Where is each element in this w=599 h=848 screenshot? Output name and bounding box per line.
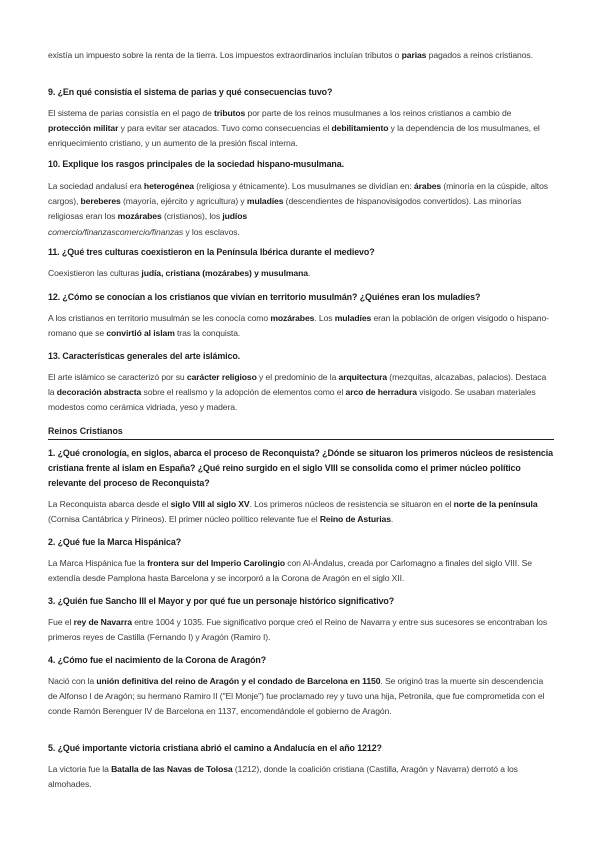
question-11 [48, 245, 554, 260]
answer-10 [48, 179, 554, 240]
bold-term: protección militar [48, 123, 119, 134]
bold-term: rey de Navarra [73, 617, 132, 627]
question-heading: 1. ¿Qué cronología, en siglos, abarca el proceso de Reconquista? ¿Dónde se situaron los primeros núcleos de resistencia cristiana frente al islam en España? ¿Qué reino surgido en el siglo VIII se consolida como el primer núcleo político relevante del proceso de Reconquista? [48, 448, 553, 488]
question-heading: 2. ¿Qué fue la Marca Hispánica? [48, 537, 182, 547]
intro-text [48, 48, 554, 63]
text-run: pagados a reinos cristianos. [426, 50, 533, 60]
text-run: tras la conquista. [174, 328, 241, 339]
text-run: y el predominio de la [256, 372, 339, 382]
question-heading: 13. Características generales del arte islámico. [48, 351, 241, 361]
question-9 [48, 85, 554, 100]
question-r1 [48, 446, 554, 490]
bold-term: muladíes [246, 196, 284, 207]
answer-r1 [48, 497, 554, 527]
text-run: La victoria fue la [48, 764, 112, 774]
answer-text [48, 762, 554, 792]
text-run: por parte de los reinos musulmanes a los reinos cristianos a cambio de [245, 108, 512, 118]
italic-term: comercio/finanzascomercio/finanzas [48, 226, 184, 237]
question-heading: 10. Explique los rasgos principales de la sociedad hispano-musulmana. [48, 159, 344, 169]
text-run: y la dependencia de los musulmanes, el enriquecimiento cristiano, y un aumento de la presión fiscal interna. [48, 123, 540, 149]
bold-term: parias [401, 50, 427, 60]
text-run: La Marca Hispánica fue la [48, 558, 148, 568]
answer-text [48, 106, 554, 152]
bold-term: unión definitiva del reino de Aragón y el condado de Barcelona en 1150 [96, 676, 381, 686]
text-run: sobre el realismo y la adopción de elementos como el [141, 387, 346, 398]
text-run: (Cornisa Cantábrica y Pirineos). El primer núcleo político relevante fue el [48, 514, 320, 525]
section-divider [48, 439, 554, 440]
question-heading: 5. ¿Qué importante victoria cristiana abrió el camino a Andalucía en el año 1212? [48, 743, 382, 753]
question-r2 [48, 535, 554, 550]
bold-term: bereberes [80, 196, 121, 207]
text-run: (mayoría, ejército y agricultura) y [120, 196, 247, 207]
bold-term: Batalla de las Navas de Tolosa [111, 764, 233, 774]
intro-paragraph [48, 48, 554, 63]
text-run: Nació con la [48, 676, 97, 686]
text-run: . [307, 268, 311, 278]
question-heading: 3. ¿Quién fue Sancho III el Mayor y por qué fue un personaje histórico significativo? [48, 596, 395, 606]
text-run: (1212), donde la coalición cristiana (Castilla, Aragón y Navarra) derrotó a los almohades. [48, 764, 518, 790]
text-run: (mezquitas, alcazabas, palacios). Destaca la [48, 372, 547, 398]
answer-text [48, 556, 554, 586]
text-run: . [390, 514, 394, 525]
bold-term: siglo VIII al siglo XV [170, 499, 250, 509]
answer-text [48, 497, 554, 527]
answer-text [48, 311, 554, 341]
question-heading: 4. ¿Cómo fue el nacimiento de la Corona de Aragón? [48, 655, 267, 665]
question-heading: 9. ¿En qué consistía el sistema de parias y qué consecuencias tuvo? [48, 87, 333, 97]
text-run: (minoría en la cúspide, altos cargos), [48, 181, 548, 207]
bold-term: decoración abstracta [56, 387, 142, 398]
text-run: (descendientes de hispanovisigodos convertidos). Las minorías religiosas eran los [48, 196, 522, 222]
text-run: entre 1004 y 1035. Fue significativo porque creó el Reino de Navarra y entre sus sucesores se encontraban los primeros reyes de Castilla (Fernando I) y Aragón (Ramiro I). [48, 617, 548, 643]
bold-term: norte de la península [453, 499, 538, 509]
bold-term: árabes [413, 181, 442, 191]
text-run: con Al-Ándalus, creada por Carlomagno a finales del siglo VIII. Se extendía desde Pamplona hasta Barcelona y se incorporó a la Corona de Aragón en el siglo XII. [48, 558, 532, 584]
question-heading: 11. ¿Qué tres culturas coexistieron en la Península Ibérica durante el medievo? [48, 247, 375, 257]
question-r5 [48, 741, 554, 756]
text-run: . Los [314, 313, 335, 323]
question-r3 [48, 594, 554, 609]
answer-11 [48, 266, 554, 281]
text-run: . Los primeros núcleos de resistencia se situaron en el [249, 499, 454, 509]
text-run: A los cristianos en territorio musulmán se les conocía como [48, 313, 271, 323]
bold-term: arco de herradura [345, 387, 417, 398]
text-run: y los esclavos. [183, 226, 240, 237]
text-run: (cristianos), los [161, 211, 223, 222]
text-run: visigodo. Se usaban materiales modestos como cerámica vidriada, yeso y madera. [48, 387, 536, 413]
bold-term: carácter religioso [186, 372, 257, 382]
bold-term: muladíes [334, 313, 372, 323]
text-run: El arte islámico se caracterizó por su [48, 372, 187, 382]
text-run: . Se originó tras la muerte sin descendencia de Alfonso I de Aragón; su hermano Ramiro II ("El Monje") fue proclamado rey y tuvo una hija, Petronila, que fue comprometida con el conde Ramón Berenguer IV de Barcelona en 1137, encomendándole el gobierno de Aragón. [48, 676, 545, 717]
section-title: Reinos Cristianos [48, 426, 123, 436]
bold-term: judíos [222, 211, 248, 222]
bold-term: debilitamiento [331, 123, 389, 134]
answer-9 [48, 106, 554, 152]
answer-12 [48, 311, 554, 341]
bold-term: arquitectura [338, 372, 388, 382]
text-run: Fue el [48, 617, 74, 627]
bold-term: frontera sur del Imperio Carolingio [147, 558, 285, 568]
bold-term: Reino de Asturias [319, 514, 391, 525]
question-r4 [48, 653, 554, 668]
question-heading: 12. ¿Cómo se conocían a los cristianos que vivían en territorio musulmán? ¿Quiénes eran los muladíes? [48, 292, 481, 302]
bold-term: convirtió al islam [106, 328, 175, 339]
text-run: La Reconquista abarca desde el [48, 499, 171, 509]
answer-r5 [48, 762, 554, 792]
answer-text [48, 674, 554, 720]
bold-term: mozárabes [270, 313, 315, 323]
text-run: eran la población de origen visigodo o hispano-romano que se [48, 313, 549, 339]
question-12 [48, 290, 554, 305]
answer-text [48, 370, 554, 416]
answer-text [48, 615, 554, 645]
question-13 [48, 349, 554, 364]
answer-text [48, 179, 554, 240]
answer-r3 [48, 615, 554, 645]
text-run: El sistema de parias consistía en el pago de [48, 108, 215, 118]
answer-text [48, 266, 554, 281]
section-heading [48, 421, 554, 439]
bold-term: mozárabes [117, 211, 162, 222]
question-10 [48, 157, 554, 172]
text-run: existía un impuesto sobre la renta de la tierra. Los impuestos extraordinarios incluían tributos o [48, 50, 402, 60]
bold-term: judía, cristiana (mozárabes) y musulmana [141, 268, 308, 278]
answer-r2 [48, 556, 554, 586]
text-run: Coexistieron las culturas [48, 268, 142, 278]
text-run: (religiosa y étnicamente). Los musulmanes se dividían en: [193, 181, 414, 191]
text-run: La sociedad andalusí era [48, 181, 144, 191]
answer-13 [48, 370, 554, 416]
text-run: y para evitar ser atacados. Tuvo como consecuencias el [118, 123, 332, 134]
bold-term: tributos [214, 108, 246, 118]
bold-term: heterogénea [143, 181, 194, 191]
answer-r4 [48, 674, 554, 720]
